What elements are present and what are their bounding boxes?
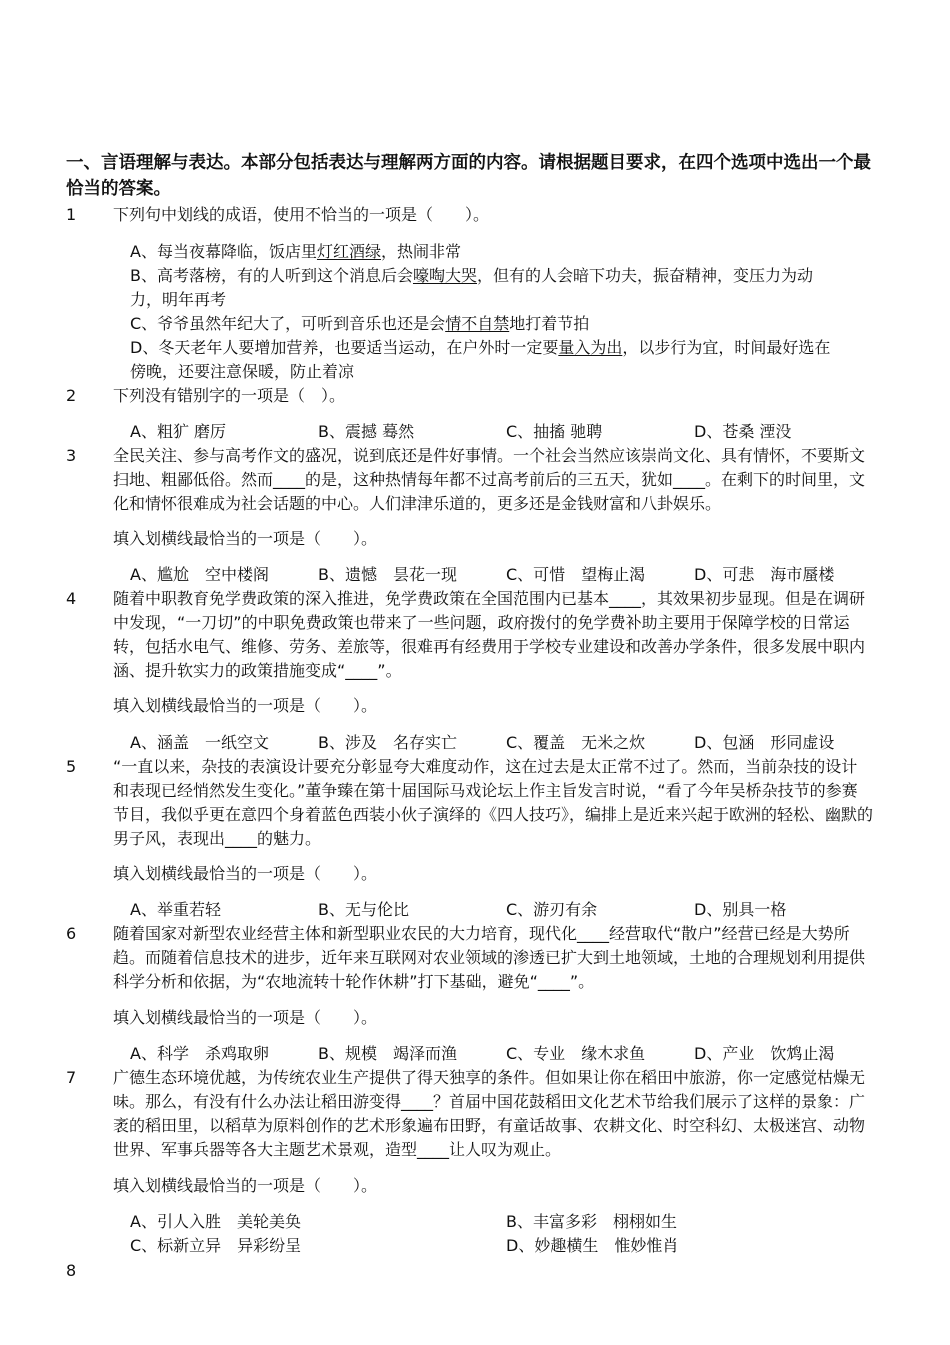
question-stem: 下列没有错别字的一项是（ ）。 xyxy=(113,386,346,405)
option-a: A、举重若轻 xyxy=(130,900,221,919)
option-b: B、遗憾 昙花一现 xyxy=(318,565,457,584)
option-a: A、涵盖 一纸空文 xyxy=(130,733,269,752)
underlined-idiom: 情不自禁 xyxy=(445,314,510,333)
option-d: D、别具一格 xyxy=(694,900,787,919)
question-stem: 随着中职教育免学费政策的深入推进，免学费政策在全国范围内已基本____，其效果初步显现。但是在调研中发现，“一刀切”的中职免费政策也带来了一些问题，政府拨付的免学费补助主要用于保障学校的日常运转，包括水电气、维修、劳务、差旅等，很难再有经费用于学校专业建设和改善办学条件，很多发展中职内涵、提升软实力的政策措施变成“____”。 xyxy=(113,589,866,680)
underlined-idiom: 嚎啕大哭 xyxy=(412,266,477,285)
question-number: 5 xyxy=(66,757,77,776)
question-prompt: 填入划横线最恰当的一项是（ ）。 xyxy=(113,696,378,715)
question-number: 4 xyxy=(66,589,77,608)
option-b: B、无与伦比 xyxy=(318,900,409,919)
question-prompt: 填入划横线最恰当的一项是（ ）。 xyxy=(113,1008,378,1027)
option-d: D、包涵 形同虚设 xyxy=(694,733,835,752)
question-number: 1 xyxy=(66,205,77,224)
question-prompt: 填入划横线最恰当的一项是（ ）。 xyxy=(113,1176,378,1195)
section-title: 一、言语理解与表达。本部分包括表达与理解两方面的内容。请根据题目要求，在四个选项中选出一个最恰当的答案。 xyxy=(66,153,871,199)
option-b: B、高考落榜，有的人听到这个消息后会嚎啕大哭，但有的人会暗下功夫，振奋精神，变压力为动力，明年再考 xyxy=(130,266,814,309)
option-d: D、产业 饮鸩止渴 xyxy=(694,1044,835,1063)
option-a: A、引人入胜 美轮美奂 xyxy=(130,1212,301,1231)
option-d: D、妙趣横生 惟妙惟肖 xyxy=(506,1236,679,1255)
option-b: B、震撼 蓦然 xyxy=(318,422,415,441)
option-c: C、可惜 望梅止渴 xyxy=(506,565,646,584)
option-a: A、科学 杀鸡取卵 xyxy=(130,1044,269,1063)
option-b: B、涉及 名存实亡 xyxy=(318,733,457,752)
question-number: 3 xyxy=(66,446,77,465)
option-c: C、标新立异 异彩纷呈 xyxy=(130,1236,302,1255)
option-c: C、抽搐 驰聘 xyxy=(506,422,603,441)
question-prompt: 填入划横线最恰当的一项是（ ）。 xyxy=(113,864,378,883)
option-c: C、覆盖 无米之炊 xyxy=(506,733,646,752)
option-d: D、冬天老年人要增加营养，也要适当运动，在户外时一定要量入为出，以步行为宜，时间最好选在傍晚，还要注意保暖，防止着凉 xyxy=(130,338,831,381)
question-stem: 广德生态环境优越，为传统农业生产提供了得天独享的条件。但如果让你在稻田中旅游，你一定感觉枯燥无味。那么，有没有什么办法让稻田游变得____？首届中国花鼓稻田文化艺术节给我们展示了这样的景象：广袤的稻田里，以稻草为原料创作的艺术形象遍布田野，有童话故事、农耕文化、时空科幻、太极迷宫、动物世界、军事兵器等各大主题艺术景观，造型____让人叹为观止。 xyxy=(113,1068,866,1159)
question-number: 2 xyxy=(66,386,77,405)
question-stem: 随着国家对新型农业经营主体和新型职业农民的大力培育，现代化____经营取代“散户”经营已经是大势所趋。而随着信息技术的进步，近年来互联网对农业领域的渗透已扩大到土地领域，土地的合理规划利用提供科学分析和依据，为“农地流转十轮作休耕”打下基础，避免“____”。 xyxy=(113,924,866,991)
option-a: A、粗犷 磨厉 xyxy=(130,422,227,441)
question-number: 6 xyxy=(66,924,77,943)
option-d: D、可悲 海市蜃楼 xyxy=(694,565,835,584)
question-number: 8 xyxy=(66,1261,77,1280)
option-b: B、丰富多彩 栩栩如生 xyxy=(506,1212,677,1231)
option-b: B、规模 竭泽而渔 xyxy=(318,1044,457,1063)
question-prompt: 填入划横线最恰当的一项是（ ）。 xyxy=(113,529,378,548)
option-c: C、游刃有余 xyxy=(506,900,598,919)
question-stem: “一直以来，杂技的表演设计要充分彰显夸大难度动作，这在过去是太正常不过了。然而，当前杂技的设计和表现已经悄然发生变化。”董争臻在第十届国际马戏论坛上作主旨发言时说，“看了今年吴桥杂技节的参赛节目，我似乎更在意四个身着蓝色西装小伙子演绎的《四人技巧》，编排上是近来兴起于欧洲的轻松、幽默的男子风，表现出____的魅力。 xyxy=(113,757,874,848)
question-number: 7 xyxy=(66,1068,77,1087)
option-a: A、尴尬 空中楼阁 xyxy=(130,565,269,584)
underlined-idiom: 灯红酒绿 xyxy=(316,242,381,261)
option-c: C、专业 缘木求鱼 xyxy=(506,1044,646,1063)
option-c: C、爷爷虽然年纪大了，可听到音乐也还是会情不自禁地打着节拍 xyxy=(130,314,590,333)
question-stem: 下列句中划线的成语，使用不恰当的一项是（ ）。 xyxy=(113,205,490,224)
question-stem: 全民关注、参与高考作文的盛况，说到底还是件好事情。一个社会当然应该崇尚文化、具有情怀，不要斯文扫地、粗鄙低俗。然而____的是，这种热情每年都不过高考前后的三五天，犹如____。在剩下的时间里，文化和情怀很难成为社会话题的中心。人们津津乐道的，更多还是金钱财富和八卦娱乐。 xyxy=(113,446,866,513)
option-d: D、苍桑 湮没 xyxy=(694,422,792,441)
underlined-idiom: 量入为出 xyxy=(558,338,623,357)
option-a: A、每当夜幕降临，饭店里灯红酒绿，热闹非常 xyxy=(130,242,461,261)
